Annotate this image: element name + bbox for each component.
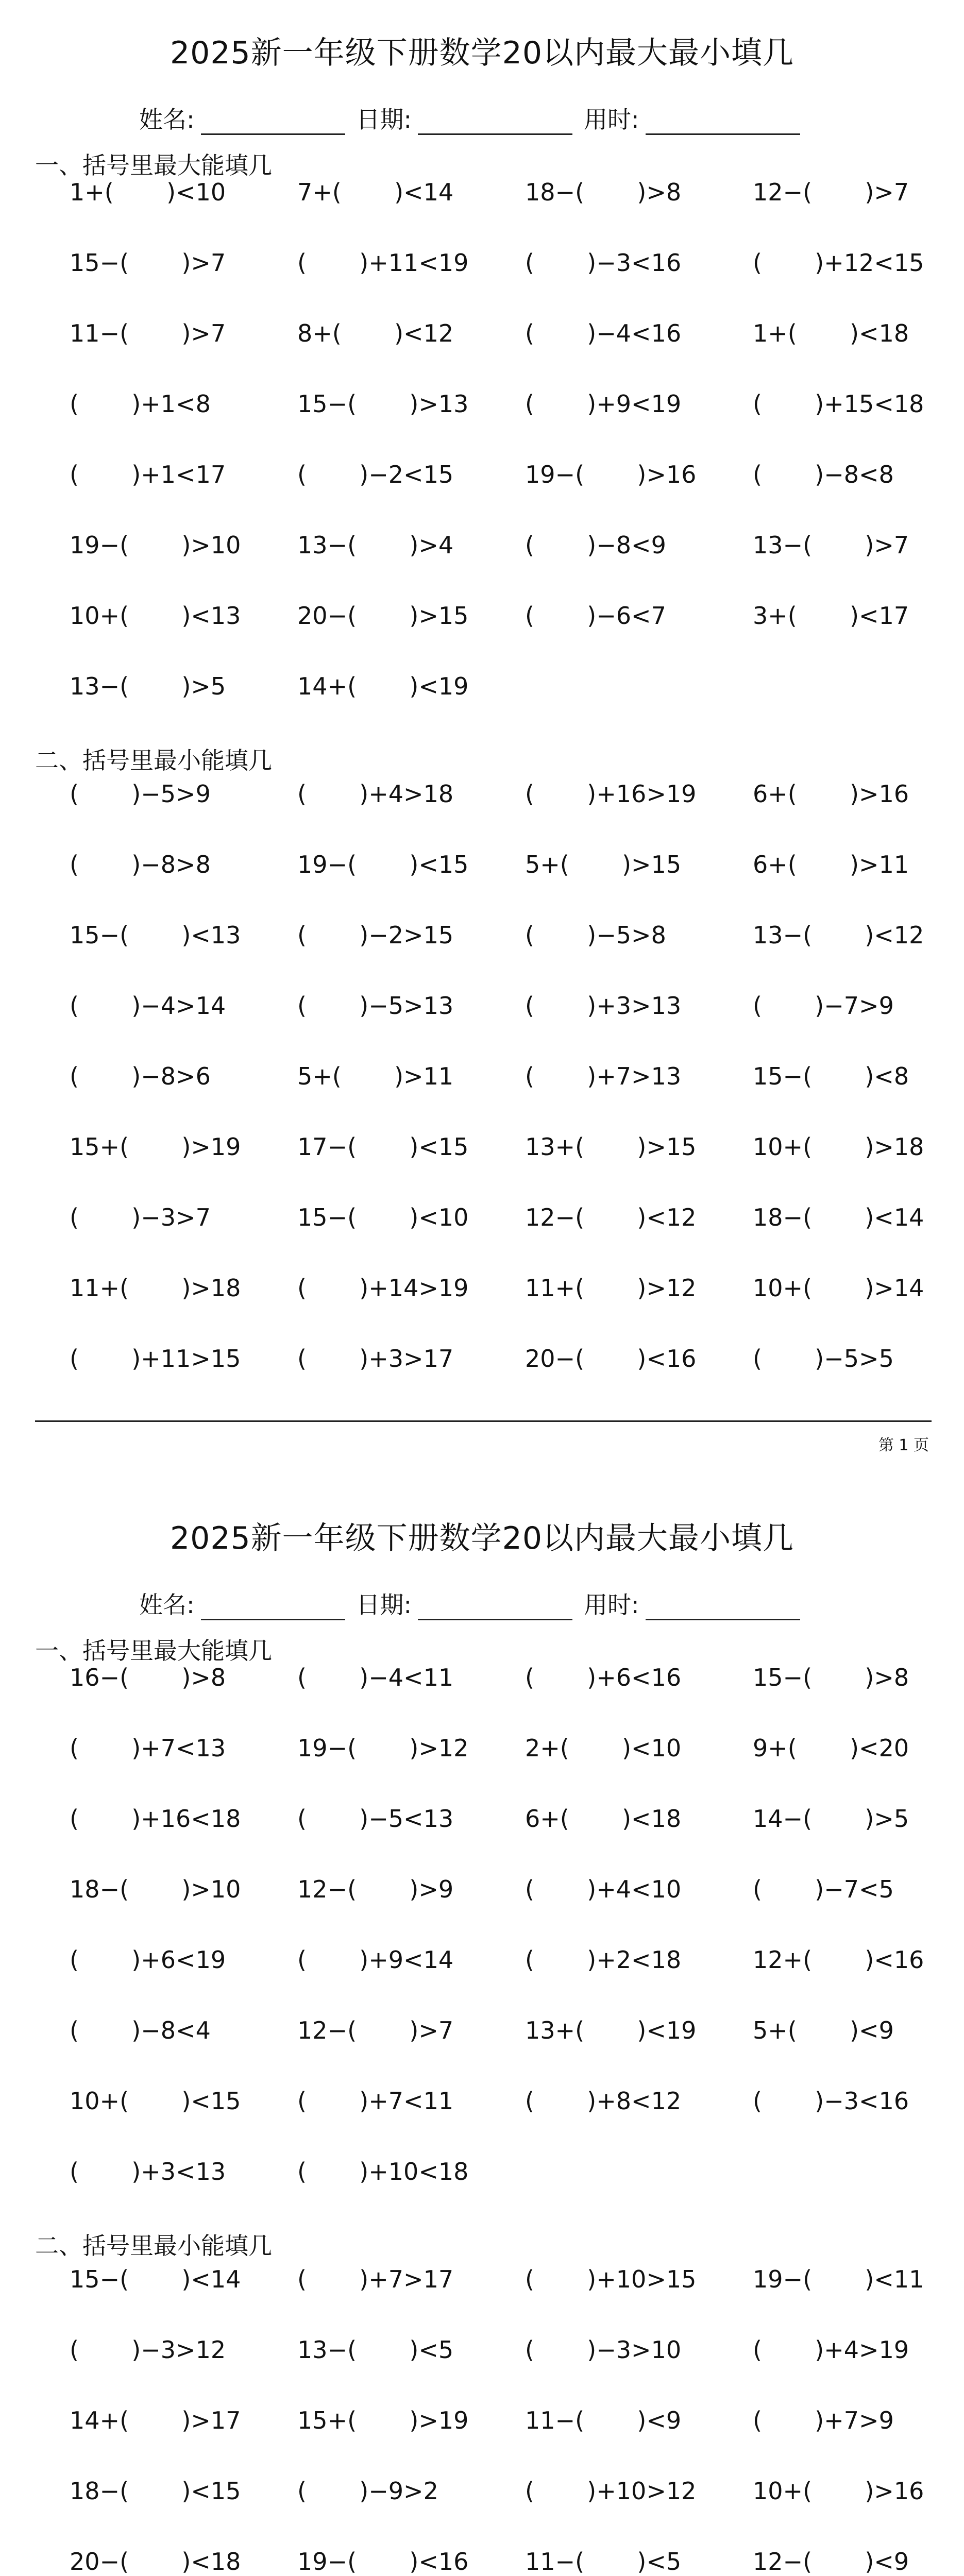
question-item[interactable]: ( )+4>19 (753, 2336, 909, 2364)
question-item[interactable]: ( )+3>17 (297, 1345, 454, 1372)
question-item[interactable]: 10+( )>14 (753, 1274, 924, 1302)
question-item[interactable]: 9+( )<20 (753, 1734, 909, 1762)
question-item[interactable]: 20−( )<16 (525, 1345, 697, 1372)
question-item[interactable]: ( )+10<18 (297, 2158, 469, 2185)
question-item[interactable]: ( )−7<5 (753, 1875, 894, 1903)
info-line (139, 1586, 811, 1617)
time-blank[interactable] (646, 1594, 800, 1620)
question-item[interactable]: 10+( )<15 (70, 2087, 241, 2115)
question-item[interactable]: 20−( )<18 (70, 2548, 241, 2575)
question-item[interactable]: 14+( )<19 (297, 672, 469, 700)
question-item[interactable]: 19−( )>12 (297, 1734, 469, 1762)
question-item[interactable]: ( )+3<13 (70, 2158, 226, 2185)
question-item[interactable]: 1+( )<10 (70, 178, 226, 206)
question-item[interactable]: 5+( )>11 (297, 1062, 454, 1090)
question-item[interactable]: 10+( )>16 (753, 2477, 924, 2505)
question-item[interactable]: ( )−3<16 (525, 249, 682, 277)
question-item[interactable]: ( )+7>17 (297, 2265, 454, 2293)
question-item[interactable]: ( )+9<19 (525, 390, 682, 418)
question-item[interactable]: 19−( )<11 (753, 2265, 924, 2293)
question-item[interactable]: 12−( )>9 (297, 1875, 454, 1903)
question-item[interactable]: 5+( )<9 (753, 2016, 894, 2044)
question-item[interactable]: 15−( )>7 (70, 249, 226, 277)
question-item[interactable]: 11+( )>12 (525, 1274, 697, 1302)
question-item[interactable]: ( )+7>9 (753, 2406, 894, 2434)
question-item[interactable]: 2+( )<10 (525, 1734, 682, 1762)
question-item[interactable]: 13−( )<12 (753, 921, 924, 949)
question-item[interactable]: ( )−5>5 (753, 1345, 894, 1372)
question-item[interactable]: ( )−5>13 (297, 992, 454, 1020)
name-label: 姓名: (139, 106, 195, 133)
question-item[interactable]: ( )+7<11 (297, 2087, 454, 2115)
question-item[interactable]: 18−( )>10 (70, 1875, 241, 1903)
question-item[interactable]: 15−( )<14 (70, 2265, 241, 2293)
question-item[interactable]: ( )+8<12 (525, 2087, 682, 2115)
section-title: 一、括号里最大能填几 (35, 151, 272, 179)
name-label: 姓名: (139, 1591, 195, 1619)
question-item[interactable]: ( )+14>19 (297, 1274, 469, 1302)
question-item[interactable]: 13+( )<19 (525, 2016, 697, 2044)
question-item[interactable]: ( )−2<15 (297, 461, 454, 488)
question-item[interactable]: ( )−3<16 (753, 2087, 909, 2115)
question-item[interactable]: ( )+1<17 (70, 461, 226, 488)
question-item[interactable]: ( )−3>12 (70, 2336, 226, 2364)
question-item[interactable]: 15−( )>8 (753, 1664, 909, 1691)
question-item[interactable]: 14−( )>5 (753, 1805, 909, 1833)
question-item[interactable]: 15+( )>19 (70, 1133, 241, 1161)
question-item[interactable]: ( )+6<16 (525, 1664, 682, 1691)
time-label: 用时: (584, 106, 639, 133)
question-item[interactable]: 18−( )>8 (525, 178, 682, 206)
question-item[interactable]: 11−( )>7 (70, 319, 226, 347)
name-blank[interactable] (201, 109, 345, 135)
question-item[interactable]: 20−( )>15 (297, 602, 469, 630)
question-item[interactable]: ( )+10>15 (525, 2265, 697, 2293)
question-item[interactable]: 11−( )<9 (525, 2406, 682, 2434)
question-item[interactable]: ( )+15<18 (753, 390, 924, 418)
time-label: 用时: (584, 1591, 639, 1619)
question-item[interactable]: 15−( )<10 (297, 1204, 469, 1231)
question-item[interactable]: ( )+9<14 (297, 1946, 454, 1974)
question-item[interactable]: ( )−3>10 (525, 2336, 682, 2364)
question-item[interactable]: 13−( )>5 (70, 672, 226, 700)
question-item[interactable]: 17−( )<15 (297, 1133, 469, 1161)
worksheet-page (0, 1485, 964, 2576)
question-item[interactable]: ( )+4>18 (297, 780, 454, 808)
question-item[interactable]: 15−( )>13 (297, 390, 469, 418)
question-item[interactable]: ( )+11>15 (70, 1345, 241, 1372)
question-item[interactable]: ( )+3>13 (525, 992, 682, 1020)
name-blank[interactable] (201, 1594, 345, 1620)
question-item[interactable]: 11−( )<5 (525, 2548, 682, 2575)
question-item[interactable]: ( )+6<19 (70, 1946, 226, 1974)
question-item[interactable]: 6+( )>16 (753, 780, 909, 808)
question-item[interactable]: 10+( )<13 (70, 602, 241, 630)
date-label: 日期: (356, 106, 412, 133)
question-item[interactable]: 16−( )>8 (70, 1664, 226, 1691)
question-item[interactable]: 13−( )>4 (297, 531, 454, 559)
question-item[interactable]: ( )−5>8 (525, 921, 666, 949)
question-item[interactable]: ( )−4>14 (70, 992, 226, 1020)
question-item[interactable]: 1+( )<18 (753, 319, 909, 347)
section-title: 二、括号里最小能填几 (35, 2232, 272, 2260)
question-item[interactable]: 13−( )>7 (753, 531, 909, 559)
question-item[interactable]: ( )+7>13 (525, 1062, 682, 1090)
question-item[interactable]: ( )+16<18 (70, 1805, 241, 1833)
question-item[interactable]: 19−( )>16 (525, 461, 697, 488)
question-item[interactable]: 12+( )<16 (753, 1946, 924, 1974)
question-item[interactable]: ( )+2<18 (525, 1946, 682, 1974)
question-item[interactable]: ( )−8>8 (70, 851, 211, 878)
page-title: 2025新一年级下册数学20以内最大最小填几 (170, 35, 794, 71)
question-item[interactable]: 19−( )<15 (297, 851, 469, 878)
question-item[interactable]: ( )+10>12 (525, 2477, 697, 2505)
question-item[interactable]: 12−( )<9 (753, 2548, 909, 2575)
question-item[interactable]: 6+( )<18 (525, 1805, 682, 1833)
question-item[interactable]: ( )−3>7 (70, 1204, 211, 1231)
question-item[interactable]: ( )+16>19 (525, 780, 697, 808)
question-item[interactable]: ( )−8<8 (753, 461, 894, 488)
question-item[interactable]: 15+( )>19 (297, 2406, 469, 2434)
question-item[interactable]: ( )−6<7 (525, 602, 666, 630)
page-number: 第 1 页 (878, 1436, 929, 1454)
question-item[interactable]: ( )+7<13 (70, 1734, 226, 1762)
question-item[interactable]: 15−( )<13 (70, 921, 241, 949)
question-item[interactable]: 12−( )>7 (753, 178, 909, 206)
question-item[interactable]: 18−( )<14 (753, 1204, 924, 1231)
question-item[interactable]: ( )−2>15 (297, 921, 454, 949)
question-item[interactable]: 8+( )<12 (297, 319, 454, 347)
question-item[interactable]: ( )−4<16 (525, 319, 682, 347)
question-item[interactable]: 12−( )<12 (525, 1204, 697, 1231)
question-item[interactable]: 13−( )<5 (297, 2336, 454, 2364)
question-item[interactable]: ( )−9>2 (297, 2477, 438, 2505)
question-item[interactable]: 19−( )>10 (70, 531, 241, 559)
question-item[interactable]: ( )+1<8 (70, 390, 211, 418)
question-item[interactable]: ( )−5<13 (297, 1805, 454, 1833)
question-item[interactable]: ( )−5>9 (70, 780, 211, 808)
question-item[interactable]: 6+( )>11 (753, 851, 909, 878)
question-item[interactable]: ( )+4<10 (525, 1875, 682, 1903)
question-item[interactable]: ( )−7>9 (753, 992, 894, 1020)
date-blank[interactable] (418, 109, 572, 135)
section-title: 二、括号里最小能填几 (35, 747, 272, 774)
question-item[interactable]: 18−( )<15 (70, 2477, 241, 2505)
question-item[interactable]: ( )+11<19 (297, 249, 469, 277)
question-item[interactable]: ( )+12<15 (753, 249, 924, 277)
question-item[interactable]: 19−( )<16 (297, 2548, 469, 2575)
page-title: 2025新一年级下册数学20以内最大最小填几 (170, 1520, 794, 1556)
time-blank[interactable] (646, 109, 800, 135)
question-item[interactable]: 10+( )>18 (753, 1133, 924, 1161)
question-item[interactable]: 3+( )<17 (753, 602, 909, 630)
question-item[interactable]: 5+( )>15 (525, 851, 682, 878)
question-item[interactable]: 7+( )<14 (297, 178, 454, 206)
date-blank[interactable] (418, 1594, 572, 1620)
question-item[interactable]: 15−( )<8 (753, 1062, 909, 1090)
info-line (139, 101, 811, 132)
question-item[interactable]: ( )−8>6 (70, 1062, 211, 1090)
question-item[interactable]: 11+( )>18 (70, 1274, 241, 1302)
question-item[interactable]: ( )−4<11 (297, 1664, 454, 1691)
question-item[interactable]: 12−( )>7 (297, 2016, 454, 2044)
section-title: 一、括号里最大能填几 (35, 1637, 272, 1665)
question-item[interactable]: ( )−8<9 (525, 531, 666, 559)
footer-divider (35, 1420, 932, 1422)
question-item[interactable]: ( )−8<4 (70, 2016, 211, 2044)
question-item[interactable]: 13+( )>15 (525, 1133, 697, 1161)
question-item[interactable]: 14+( )>17 (70, 2406, 241, 2434)
date-label: 日期: (356, 1591, 412, 1619)
